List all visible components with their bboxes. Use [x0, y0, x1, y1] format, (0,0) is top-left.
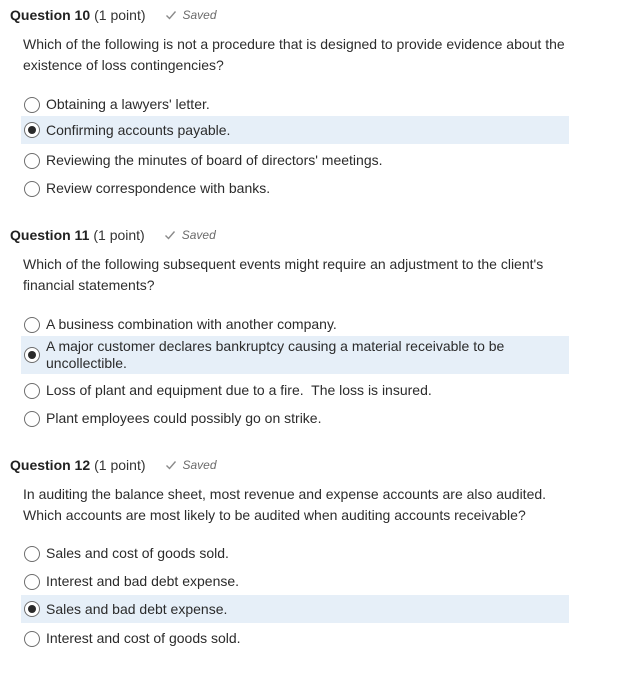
saved-label: Saved [181, 228, 216, 242]
question-points: (1 point) [94, 7, 146, 23]
option-label: Interest and bad debt expense. [46, 573, 240, 589]
checkmark-icon [165, 459, 177, 471]
question-title: Question 12 [10, 457, 91, 473]
option-3[interactable] [21, 379, 569, 402]
saved-status [165, 8, 217, 22]
question-header [10, 226, 216, 244]
question-points: (1 point) [93, 227, 145, 243]
radio-button[interactable] [24, 122, 40, 138]
question-text: In auditing the balance sheet, most revenue and expense accounts are also audited. Which accounts are most likely to be audited when auditing accounts receivable? [23, 486, 547, 523]
question-title: Question 11 [10, 227, 90, 243]
radio-button[interactable] [24, 383, 40, 399]
option-label: Interest and cost of goods sold. [46, 630, 241, 646]
option-label: Reviewing the minutes of board of directors' meetings. [46, 152, 383, 168]
radio-button[interactable] [24, 631, 40, 647]
radio-button[interactable] [24, 574, 40, 590]
option-label: Plant employees could possibly go on strike. [46, 410, 322, 426]
saved-status [164, 228, 216, 242]
question-text: Which of the following is not a procedure that is designed to provide evidence about the existence of loss contingencies? [23, 36, 565, 73]
option-label: Review correspondence with banks. [46, 180, 271, 196]
radio-button[interactable] [24, 601, 40, 617]
option-label: Obtaining a lawyers' letter. [46, 96, 210, 112]
radio-button[interactable] [24, 181, 40, 197]
option-label: Confirming accounts payable. [46, 121, 231, 138]
option-1[interactable] [21, 313, 569, 336]
option-2[interactable] [21, 570, 569, 593]
radio-button[interactable] [24, 546, 40, 562]
option-label: A business combination with another company. [46, 316, 337, 332]
radio-button[interactable] [24, 411, 40, 427]
option-label: Sales and cost of goods sold. [46, 545, 229, 561]
option-3[interactable] [21, 595, 569, 623]
radio-button[interactable] [24, 153, 40, 169]
checkmark-icon [164, 229, 176, 241]
option-1[interactable] [21, 542, 569, 565]
option-2[interactable] [21, 336, 569, 374]
option-label: Sales and bad debt expense. [46, 600, 228, 617]
radio-button[interactable] [24, 347, 40, 363]
option-label: Loss of plant and equipment due to a fire. The loss is insured. [46, 382, 432, 398]
saved-label: Saved [182, 458, 217, 472]
radio-button[interactable] [24, 97, 40, 113]
option-3[interactable] [21, 149, 569, 172]
question-header [10, 456, 217, 474]
option-2[interactable] [21, 116, 569, 144]
option-4[interactable] [21, 177, 569, 200]
option-1[interactable] [21, 93, 569, 116]
question-title: Question 10 [10, 7, 91, 23]
saved-status [165, 458, 217, 472]
question-header [10, 6, 217, 24]
question-text: Which of the following subsequent events might require an adjustment to the client's financial statements? [23, 256, 544, 293]
question-points: (1 point) [94, 457, 146, 473]
option-4[interactable] [21, 627, 569, 650]
radio-button[interactable] [24, 317, 40, 333]
option-4[interactable] [21, 407, 569, 430]
checkmark-icon [165, 9, 177, 21]
option-label: A major customer declares bankruptcy causing a material receivable to be uncollectible. [46, 338, 509, 371]
saved-label: Saved [182, 8, 217, 22]
